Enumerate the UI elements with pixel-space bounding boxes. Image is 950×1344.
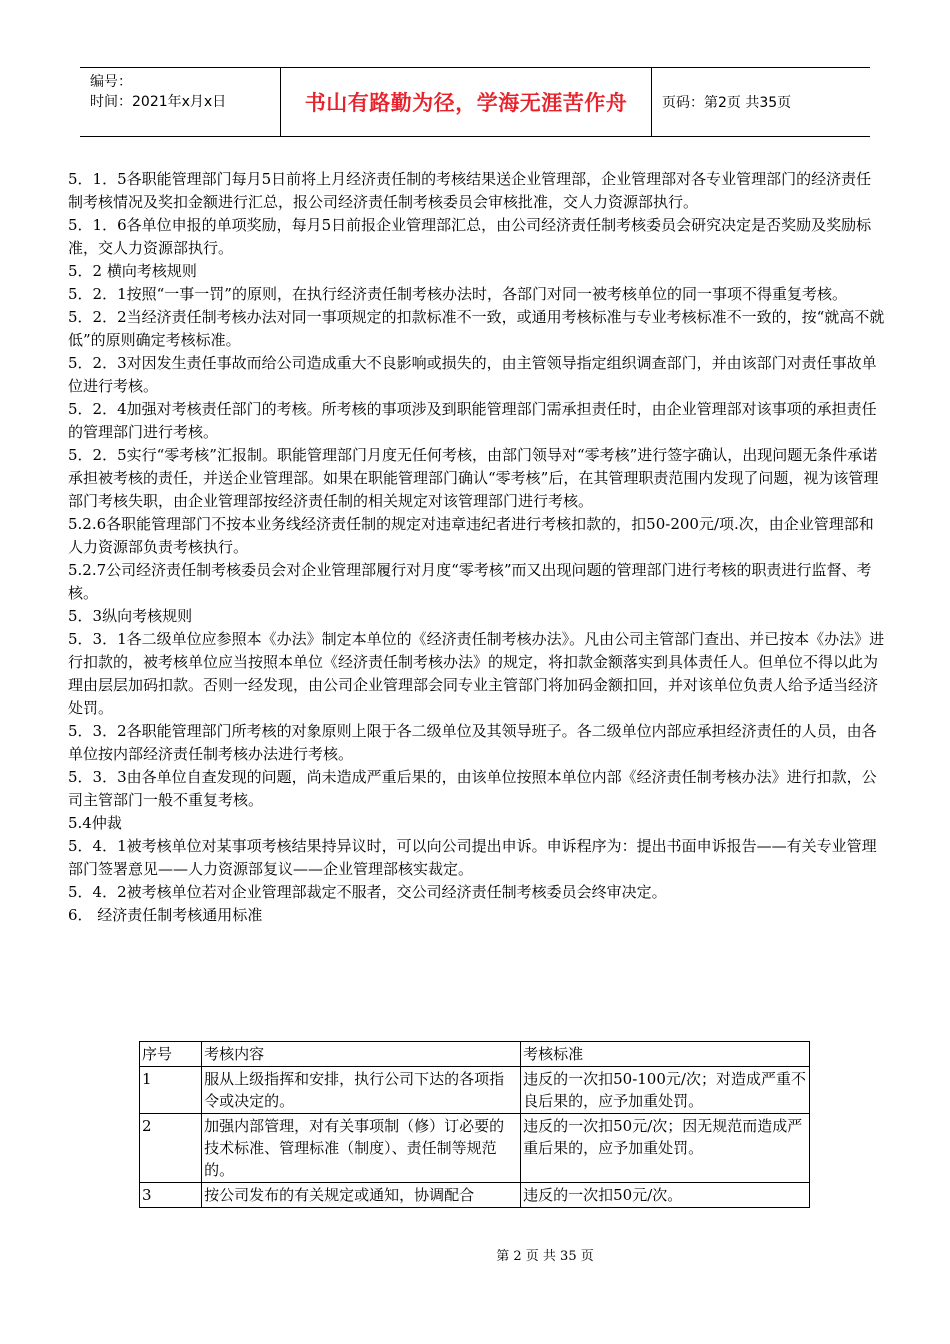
paragraph: 5．3．2各职能管理部门所考核的对象原则上限于各二级单位及其领导班子。各二级单位内部应承担经济责任的人员，由各单位按内部经济责任制考核办法进行考核。 bbox=[68, 722, 877, 763]
page-footer: 第 2 页 共 35 页 bbox=[496, 1249, 594, 1264]
document-number-label: 编号： bbox=[90, 74, 132, 90]
section-heading: 5．3纵向考核规则 bbox=[68, 607, 193, 625]
paragraph: 5．2．5实行“零考核”汇报制。职能管理部门月度无任何考核，由部门领导对“零考核”进行签字确认，出现问题无条件承诺承担被考核的责任，并送企业管理部。如果在职能管理部门确认“零考核”后，在其管理职责范围内发现了问题，视为该管理部门考核失职，由企业管理部按经济责任制的相关规定对该管理部门进行考核。 bbox=[68, 446, 879, 510]
document-time-label: 时间：2021年x月x日 bbox=[90, 94, 227, 110]
paragraph: 5.2.7公司经济责任制考核委员会对企业管理部履行对月度“零考核”而又出现问题的管理部门进行考核的职责进行监督、考核。 bbox=[68, 561, 872, 602]
header-page-number: 页码：第2页 共35页 bbox=[662, 95, 792, 111]
header-motto: 书山有路勤为径，学海无涯苦作舟 bbox=[304, 91, 628, 115]
table-row bbox=[140, 1114, 810, 1183]
paragraph: 5．1．6各单位申报的单项奖励，每月5日前报企业管理部汇总，由公司经济责任制考核委员会研究决定是否奖励及奖励标准，交人力资源部执行。 bbox=[68, 216, 872, 257]
paragraph: 5．2．3对因发生责任事故而给公司造成重大不良影响或损失的，由主管领导指定组织调查部门，并由该部门对责任事故单位进行考核。 bbox=[68, 354, 877, 395]
table-header-cell: 考核内容 bbox=[202, 1042, 521, 1067]
table-header-cell: 序号 bbox=[140, 1042, 202, 1067]
table-cell: 加强内部管理，对有关事项制（修）订必要的技术标准、管理标准（制度）、责任制等规范的。 bbox=[202, 1114, 521, 1183]
assessment-standards-table bbox=[139, 1041, 810, 1208]
table-cell: 3 bbox=[140, 1183, 202, 1208]
paragraph: 5.2.6各职能管理部门不按本业务线经济责任制的规定对违章违纪者进行考核扣款的，扣50-200元/项.次，由企业管理部和人力资源部负责考核执行。 bbox=[68, 515, 874, 556]
paragraph: 5．4．2被考核单位若对企业管理部裁定不服者，交公司经济责任制考核委员会终审决定。 bbox=[68, 883, 667, 901]
paragraph: 5．1．5各职能管理部门每月5日前将上月经济责任制的考核结果送企业管理部，企业管理部对各专业管理部门的经济责任制考核情况及奖扣金额进行汇总，报公司经济责任制考核委员会审核批准，交人力资源部执行。 bbox=[68, 170, 872, 211]
table-cell: 违反的一次扣50-100元/次；对造成严重不良后果的，应予加重处罚。 bbox=[521, 1067, 810, 1114]
table-cell: 服从上级指挥和安排，执行公司下达的各项指令或决定的。 bbox=[202, 1067, 521, 1114]
page-header bbox=[80, 67, 870, 137]
document-body bbox=[68, 168, 886, 927]
table-header-row bbox=[140, 1042, 810, 1067]
table-cell: 2 bbox=[140, 1114, 202, 1183]
table-header-cell: 考核标准 bbox=[521, 1042, 810, 1067]
table-row bbox=[140, 1067, 810, 1114]
paragraph: 5．3．1各二级单位应参照本《办法》制定本单位的《经济责任制考核办法》。凡由公司主管部门查出、并已按本《办法》进行扣款的，被考核单位应当按照本单位《经济责任制考核办法》的规定，将扣款金额落实到具体责任人。但单位不得以此为理由层层加码扣款。否则一经发现，由公司企业管理部会同专业主管部门将加码金额扣回，并对该单位负责人给予适当经济处罚。 bbox=[68, 630, 885, 717]
section-heading: 5.4仲裁 bbox=[68, 814, 122, 832]
section-heading: 5．2 横向考核规则 bbox=[68, 262, 197, 280]
paragraph: 5．2．1按照“一事一罚”的原则，在执行经济责任制考核办法时，各部门对同一被考核单位的同一事项不得重复考核。 bbox=[68, 285, 847, 303]
section-heading: 6． 经济责任制考核通用标准 bbox=[68, 906, 263, 924]
header-motto-cell bbox=[281, 68, 652, 136]
paragraph: 5．2．4加强对考核责任部门的考核。所考核的事项涉及到职能管理部门需承担责任时，由企业管理部对该事项的承担责任的管理部门进行考核。 bbox=[68, 400, 877, 441]
table-row bbox=[140, 1183, 810, 1208]
table-cell: 按公司发布的有关规定或通知，协调配合 bbox=[202, 1183, 521, 1208]
header-meta bbox=[80, 68, 281, 136]
paragraph: 5．3．3由各单位自查发现的问题，尚未造成严重后果的，由该单位按照本单位内部《经济责任制考核办法》进行扣款，公司主管部门一般不重复考核。 bbox=[68, 768, 877, 809]
table-cell: 1 bbox=[140, 1067, 202, 1114]
table-cell: 违反的一次扣50元/次。 bbox=[521, 1183, 810, 1208]
table-cell: 违反的一次扣50元/次；因无规范而造成严重后果的，应予加重处罚。 bbox=[521, 1114, 810, 1183]
paragraph: 5．4．1被考核单位对某事项考核结果持异议时，可以向公司提出申诉。申诉程序为：提出书面申诉报告——有关专业管理部门签署意见——人力资源部复议——企业管理部核实裁定。 bbox=[68, 837, 877, 878]
paragraph: 5．2．2当经济责任制考核办法对同一事项规定的扣款标准不一致，或通用考核标准与专业考核标准不一致的，按“就高不就低”的原则确定考核标准。 bbox=[68, 308, 885, 349]
